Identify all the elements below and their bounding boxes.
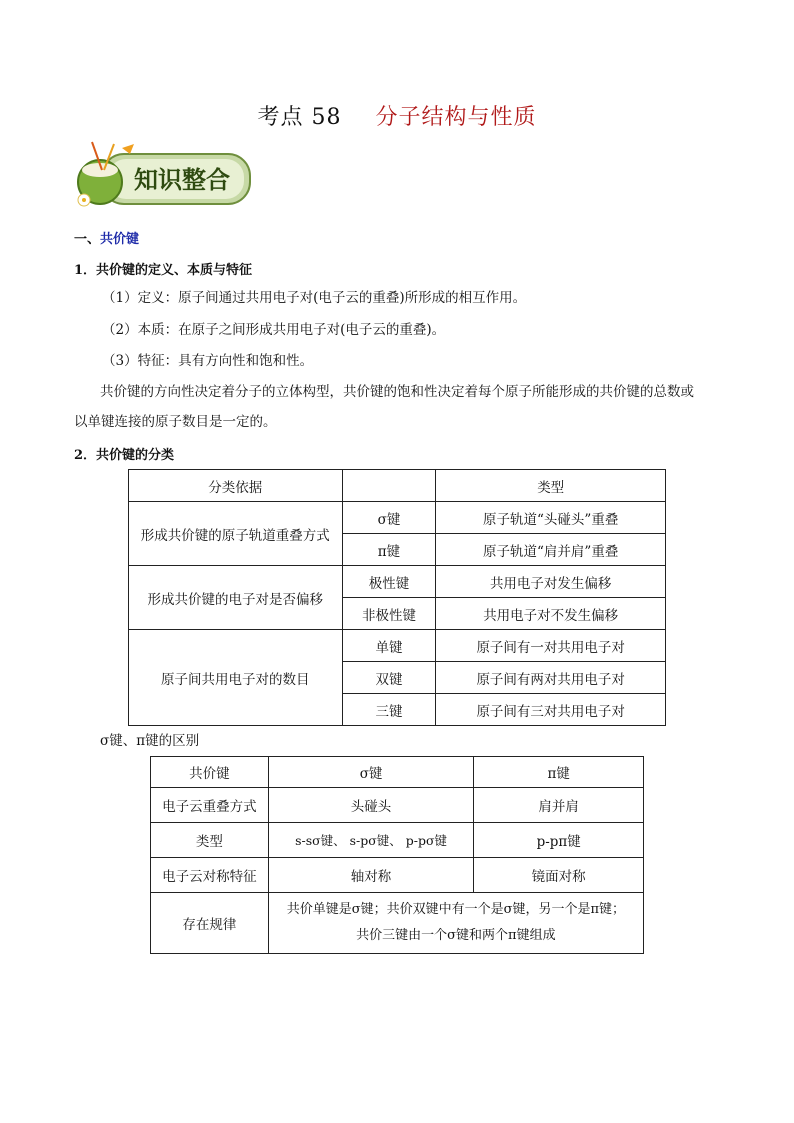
topic-number: 考点 58 (257, 105, 342, 130)
table-cell (268, 893, 643, 954)
table-row (151, 823, 644, 858)
table-cell: 形成共价键的电子对是否偏移 (129, 566, 343, 630)
paragraph: （3）特征：具有方向性和饱和性。 (102, 353, 314, 369)
table-cell: 原子轨道“头碰头”重叠 (436, 502, 666, 534)
table-cell: 单键 (342, 630, 436, 662)
table-cell: 共用电子对不发生偏移 (436, 598, 666, 630)
subheading-classification: 2．共价键的分类 (74, 448, 175, 463)
table-cell: 原子轨道“肩并肩”重叠 (436, 534, 666, 566)
table-row (129, 502, 666, 534)
table-row (151, 893, 644, 954)
paragraph: 共价键的方向性决定着分子的立体构型，共价键的饱和性决定着每个原子所能形成的共价键的总数或 (100, 384, 694, 400)
paragraph: （2）本质：在原子之间形成共用电子对(电子云的重叠)。 (102, 322, 446, 338)
table-cell: 非极性键 (342, 598, 436, 630)
table-row (129, 470, 666, 502)
table-header-cell: 分类依据 (129, 470, 343, 502)
badge-text: 知识整合 (134, 165, 230, 194)
table-cell: 存在规律 (151, 893, 269, 954)
table-cell: p-pπ键 (474, 823, 644, 858)
table-header-cell: π键 (474, 757, 644, 788)
table-header-cell (342, 470, 436, 502)
rule-line: 共价三键由一个σ键和两个π键组成 (356, 928, 556, 943)
table-cell: 三键 (342, 694, 436, 726)
table-cell: 原子间共用电子对的数目 (129, 630, 343, 726)
table-row (129, 630, 666, 662)
rule-line: 共价单键是σ键；共价双键中有一个是σ键，另一个是π键； (286, 902, 626, 917)
table-cell: 原子间有两对共用电子对 (436, 662, 666, 694)
table-cell: 类型 (151, 823, 269, 858)
table-cell: 电子云重叠方式 (151, 788, 269, 823)
table-cell: 电子云对称特征 (151, 858, 269, 893)
table-cell: 原子间有三对共用电子对 (436, 694, 666, 726)
table-row (151, 858, 644, 893)
table-row (151, 757, 644, 788)
subheading-definition: 1．共价键的定义、本质与特征 (74, 263, 253, 278)
table-header-cell: 类型 (436, 470, 666, 502)
paragraph: （1）定义：原子间通过共用电子对(电子云的重叠)所形成的相互作用。 (102, 290, 527, 306)
table-row (151, 788, 644, 823)
table-row (129, 566, 666, 598)
table-cell: 轴对称 (268, 858, 474, 893)
topic-name: 分子结构与性质 (375, 105, 537, 130)
table-header-cell: σ键 (268, 757, 474, 788)
table-cell: s-sσ键、 s-pσ键、 p-pσ键 (268, 823, 474, 858)
sigma-pi-table (150, 756, 644, 954)
table-cell: π键 (342, 534, 436, 566)
table-cell: 极性键 (342, 566, 436, 598)
table-cell: 原子间有一对共用电子对 (436, 630, 666, 662)
table-cell: 双键 (342, 662, 436, 694)
page-title (0, 100, 794, 131)
classification-table (128, 469, 666, 726)
table-cell: 镜面对称 (474, 858, 644, 893)
table-cell: 肩并肩 (474, 788, 644, 823)
section-heading: 一、共价键 (74, 232, 140, 247)
table-cell: σ键 (342, 502, 436, 534)
table-cell: 头碰头 (268, 788, 474, 823)
table-cell: 形成共价键的原子轨道重叠方式 (129, 502, 343, 566)
table-caption: σ键、π键的区别 (100, 733, 200, 749)
knowledge-badge (74, 140, 254, 212)
paragraph: 以单键连接的原子数目是一定的。 (74, 414, 277, 430)
table-cell: 共用电子对发生偏移 (436, 566, 666, 598)
table-header-cell: 共价键 (151, 757, 269, 788)
